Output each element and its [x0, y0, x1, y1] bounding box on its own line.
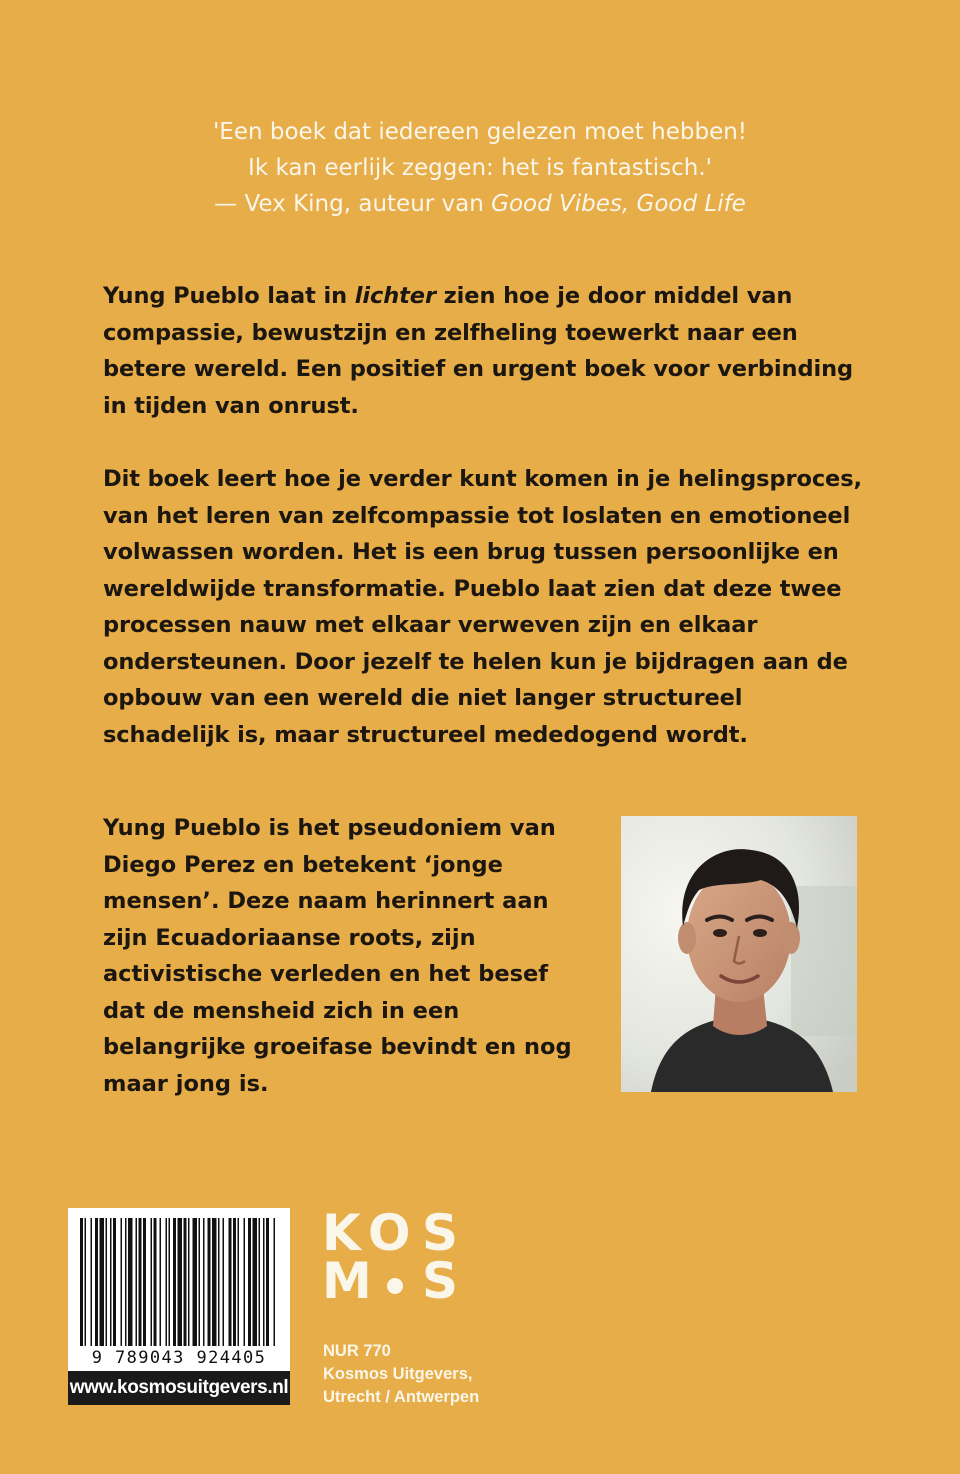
quote-attribution	[0, 186, 960, 222]
barcode-bar	[160, 1218, 162, 1346]
barcode-bar	[244, 1218, 246, 1346]
barcode-bar	[199, 1218, 201, 1346]
logo-dot-icon	[387, 1278, 403, 1294]
isbn-number: 9 789043 924405	[91, 1348, 267, 1368]
barcode-bar	[125, 1218, 127, 1346]
barcode-bar	[166, 1218, 168, 1346]
nur-code: NUR 770	[323, 1342, 391, 1360]
barcode-bar	[238, 1218, 240, 1346]
barcode-bar	[193, 1218, 198, 1346]
barcode-bar	[106, 1218, 108, 1346]
barcode-bar	[173, 1218, 176, 1346]
publisher-url: www.kosmosuitgevers.nl	[68, 1371, 290, 1405]
barcode-bar	[259, 1218, 261, 1346]
barcode-bar	[274, 1218, 276, 1346]
p1-after: zien hoe je door middel van compassie, bewustzijn en zelfheling toewerkt naar een betere wereld. Een positief en urgent boek voor verbinding in tijden van onrust.	[103, 283, 854, 419]
barcode-bar	[100, 1218, 105, 1346]
publisher-name: Kosmos Uitgevers,	[323, 1365, 473, 1383]
barcode-bar	[233, 1218, 236, 1346]
p1-book-title: lichter	[354, 283, 436, 309]
quote-line-2: Ik kan eerlijk zeggen: het is fantastisch.'	[248, 155, 712, 181]
barcode-bar	[139, 1218, 142, 1346]
author-portrait-illustration	[621, 816, 857, 1092]
author-bio	[103, 810, 573, 1102]
description-paragraph-2: Dit boek leert hoe je verder kunt komen in je helingsproces, van het leren van zelfcompassie tot loslaten en emotioneel volwassen worden. Het is een brug tussen persoonlijke en wereldwijde transformatie. Pueblo laat zien dat deze twee processen nauw met elkaar verweven zijn en elkaar ondersteunen. Door jezelf te helen kun je bijdragen aan de opbouw van een wereld die niet langer structureel schadelijk is, maar structureel mededogend wordt.	[103, 466, 862, 748]
description-paragraph-1	[103, 278, 863, 424]
barcode-bar	[136, 1218, 138, 1346]
attribution-prefix: — Vex King, auteur van	[214, 191, 492, 217]
barcode-bar	[229, 1218, 232, 1346]
barcode-bar	[253, 1218, 258, 1346]
quote-line-1: 'Een boek dat iedereen gelezen moet hebben!	[212, 119, 748, 145]
author-name: Yung Pueblo	[103, 815, 261, 841]
barcode-bar	[212, 1218, 217, 1346]
barcode-bar	[113, 1218, 116, 1346]
logo-letter-s-bottom: S	[422, 1252, 459, 1310]
barcode-bar	[128, 1218, 133, 1346]
endorsement-quote	[0, 114, 960, 222]
barcode-bar	[223, 1218, 225, 1346]
logo-letter-k: K	[322, 1204, 361, 1262]
logo-letter-m: M	[322, 1252, 372, 1310]
publisher-location: Utrecht / Antwerpen	[323, 1388, 480, 1406]
barcode-bar	[151, 1218, 153, 1346]
barcode-bar	[91, 1218, 93, 1346]
barcode-panel	[68, 1208, 290, 1405]
barcode-bar	[203, 1218, 205, 1346]
barcode-bar	[218, 1218, 220, 1346]
barcode-bar	[110, 1218, 112, 1346]
barcode-bar	[80, 1218, 83, 1346]
barcode-bar	[169, 1218, 171, 1346]
barcode-bar	[184, 1218, 187, 1346]
barcode-bar	[263, 1218, 265, 1346]
barcode-bar	[95, 1218, 98, 1346]
logo-letter-o: O	[368, 1204, 411, 1262]
barcode-bar	[248, 1218, 251, 1346]
barcode-bar	[188, 1218, 190, 1346]
barcode-bar	[266, 1218, 269, 1346]
p1-before: Yung Pueblo laat in	[103, 283, 355, 309]
attribution-book-title: Good Vibes, Good Life	[491, 191, 746, 217]
barcode-bar	[178, 1218, 183, 1346]
barcode-bar	[154, 1218, 157, 1346]
barcode-graphic	[80, 1218, 278, 1346]
author-photo	[621, 816, 857, 1092]
publisher-info	[323, 1340, 479, 1409]
kosmos-logo	[322, 1204, 462, 1310]
barcode-bar	[85, 1218, 87, 1346]
author-bio-text: is het pseudoniem van Diego Perez en betekent ‘jonge mensen’. Deze naam herinnert aan zijn Ecuadoriaanse roots, zijn activistische verleden en het besef dat de mensheid zich in een belangrijke groeifase bevindt en nog maar jong is.	[103, 815, 572, 1097]
logo-letter-s-top: S	[422, 1204, 459, 1262]
barcode-bar	[208, 1218, 211, 1346]
barcode-bar	[121, 1218, 123, 1346]
barcode-bar	[143, 1218, 146, 1346]
